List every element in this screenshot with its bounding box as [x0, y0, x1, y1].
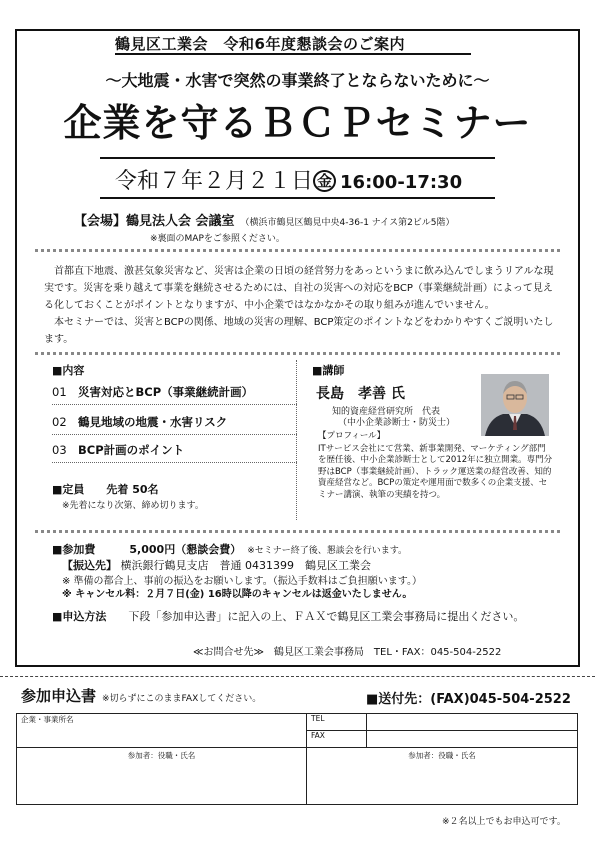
participant-field[interactable] [17, 748, 307, 805]
fee-label: ■参加費 [52, 543, 96, 556]
item-text: BCP計画のポイント [78, 443, 185, 457]
transfer-label: 【振込先】 [62, 559, 117, 572]
transfer-account [62, 557, 371, 573]
intro-paragraph: 首都直下地震、激甚気象災害など、災害は企業の日頃の経営努力をあっというまに飲み込んでしまうリアルな現実です。災害を乗り越えて事業を継続させるためには、自社の災害への対応をBCP（事業継続計画）によって見える化しておくことがポイントとなりますが、中小企業ではなかなかその取り組みが進んでいません。 [44, 266, 554, 311]
tel-label: TEL [311, 714, 325, 723]
profile-label: 【プロフィール】 [318, 431, 386, 441]
lecturer-role: 知的資産経営研究所 代表 [332, 407, 441, 417]
dotted-divider [35, 352, 560, 355]
content-item [52, 442, 297, 463]
venue-note: ※裏面のMAPをご参照ください。 [150, 234, 285, 244]
date-rule-top [100, 157, 495, 159]
org-title-underline [115, 53, 471, 55]
event-time: 16:00-17:30 [340, 172, 463, 193]
capacity-note: ※先着になり次第、締め切ります。 [62, 501, 204, 511]
fee-note: ※セミナー終了後、懇談会を行います。 [247, 546, 408, 556]
venue-address: （横浜市鶴見区鶴見中央4-36-1 ナイス第2ビル5階） [240, 218, 455, 228]
profile-text: ITサービス会社にて営業、新事業開発、マーケティング部門を歴任後、中小企業診断士として2012年に独立開業。専門分野はBCP（事業継続計画）、トラック運送業の経営改善、知的資産経営など。BCPの策定や運用面で数多くの企業支援、セミナー講演、執筆の実績を持つ。 [318, 443, 553, 500]
fee [52, 541, 407, 557]
form-title-text: 参加申込書 [21, 687, 97, 705]
form-title-note: ※切らずにこのままFAXしてください。 [102, 694, 262, 704]
event-date [115, 164, 462, 195]
apply-method-label: ■申込方法 [52, 610, 107, 623]
subtitle: ～大地震・水害で突然の事業終了とならないために～ [105, 71, 490, 90]
lecturer-qualification: （中小企業診断士・防災士） [338, 418, 456, 428]
form-title [21, 685, 261, 706]
apply-method-text: 下段「参加申込書」に記入の上、ＦＡＸで鶴見区工業会事務局に提出ください。 [128, 610, 525, 623]
participant-field[interactable] [307, 748, 578, 805]
item-number: 03 [52, 443, 67, 457]
venue [74, 210, 455, 229]
dotted-divider [35, 249, 560, 252]
date-text: 令和７年２月２１日 [115, 169, 314, 194]
company-name-field[interactable] [17, 714, 307, 748]
application-form-table [16, 713, 578, 805]
cut-line [0, 676, 595, 677]
org-title: 鶴見区工業会 令和6年度懇談会のご案内 [115, 35, 405, 53]
lecturer-heading: ■講師 [312, 364, 345, 377]
venue-label: 【会場】鶴見法人会 会議室 [74, 214, 235, 229]
contact-info: ≪お問合せ先≫ 鶴見区工業会事務局 TEL・FAX：045-504-2522 [193, 647, 502, 658]
lecturer-name: 長島 孝善 氏 [316, 386, 405, 402]
lecturer-profile [318, 431, 554, 501]
fax-label-cell [307, 731, 367, 748]
date-rule-bottom [100, 197, 495, 199]
send-to-fax: ■送付先：(FAX)045-504-2522 [366, 692, 571, 707]
tel-field[interactable] [367, 714, 578, 731]
cancellation-note: ※ キャンセル料：２月７日(金) 16時以降のキャンセルは返金いたしません。 [62, 589, 413, 600]
weekday-badge: 金 [313, 170, 336, 192]
content-item [52, 384, 297, 405]
transfer-note: ※ 準備の都合上、事前の振込をお願いします。（振込手数料はご負担願います。） [62, 576, 422, 587]
main-title: 企業を守るＢＣＰセミナー [63, 101, 532, 145]
content-heading: ■内容 [52, 364, 85, 377]
content-item [52, 414, 297, 435]
lecturer-photo [481, 374, 549, 436]
capacity [52, 481, 159, 497]
item-text: 鶴見地域の地震・水害リスク [78, 415, 228, 429]
participant-label: 参加者：役職・氏名 [408, 751, 476, 760]
participant-label: 参加者：役職・氏名 [127, 751, 196, 760]
tel-label-cell [307, 714, 367, 731]
item-number: 01 [52, 385, 67, 399]
dotted-divider [35, 530, 560, 533]
capacity-value: 先着 50名 [106, 483, 159, 496]
form-footnote: ※２名以上でもお申込可です。 [442, 817, 566, 827]
capacity-label: ■定員 [52, 483, 85, 496]
transfer-value: 横浜銀行鶴見支店 普通 0431399 鶴見区工業会 [120, 559, 371, 572]
intro-paragraph: 本セミナーでは、災害とBCPの関係、地域の災害の理解、BCP策定のポイントなどをわかりやすくご説明いたします。 [44, 317, 554, 345]
item-text: 災害対応とBCP（事業継続計画） [78, 385, 254, 399]
item-number: 02 [52, 415, 67, 429]
fax-label: FAX [311, 731, 325, 740]
company-name-label: 企業・事業所名 [21, 715, 74, 724]
intro-text [44, 263, 556, 348]
apply-method [52, 608, 524, 624]
fax-field[interactable] [367, 731, 578, 748]
fee-amount: 5,000円（懇談会費） [129, 543, 242, 556]
